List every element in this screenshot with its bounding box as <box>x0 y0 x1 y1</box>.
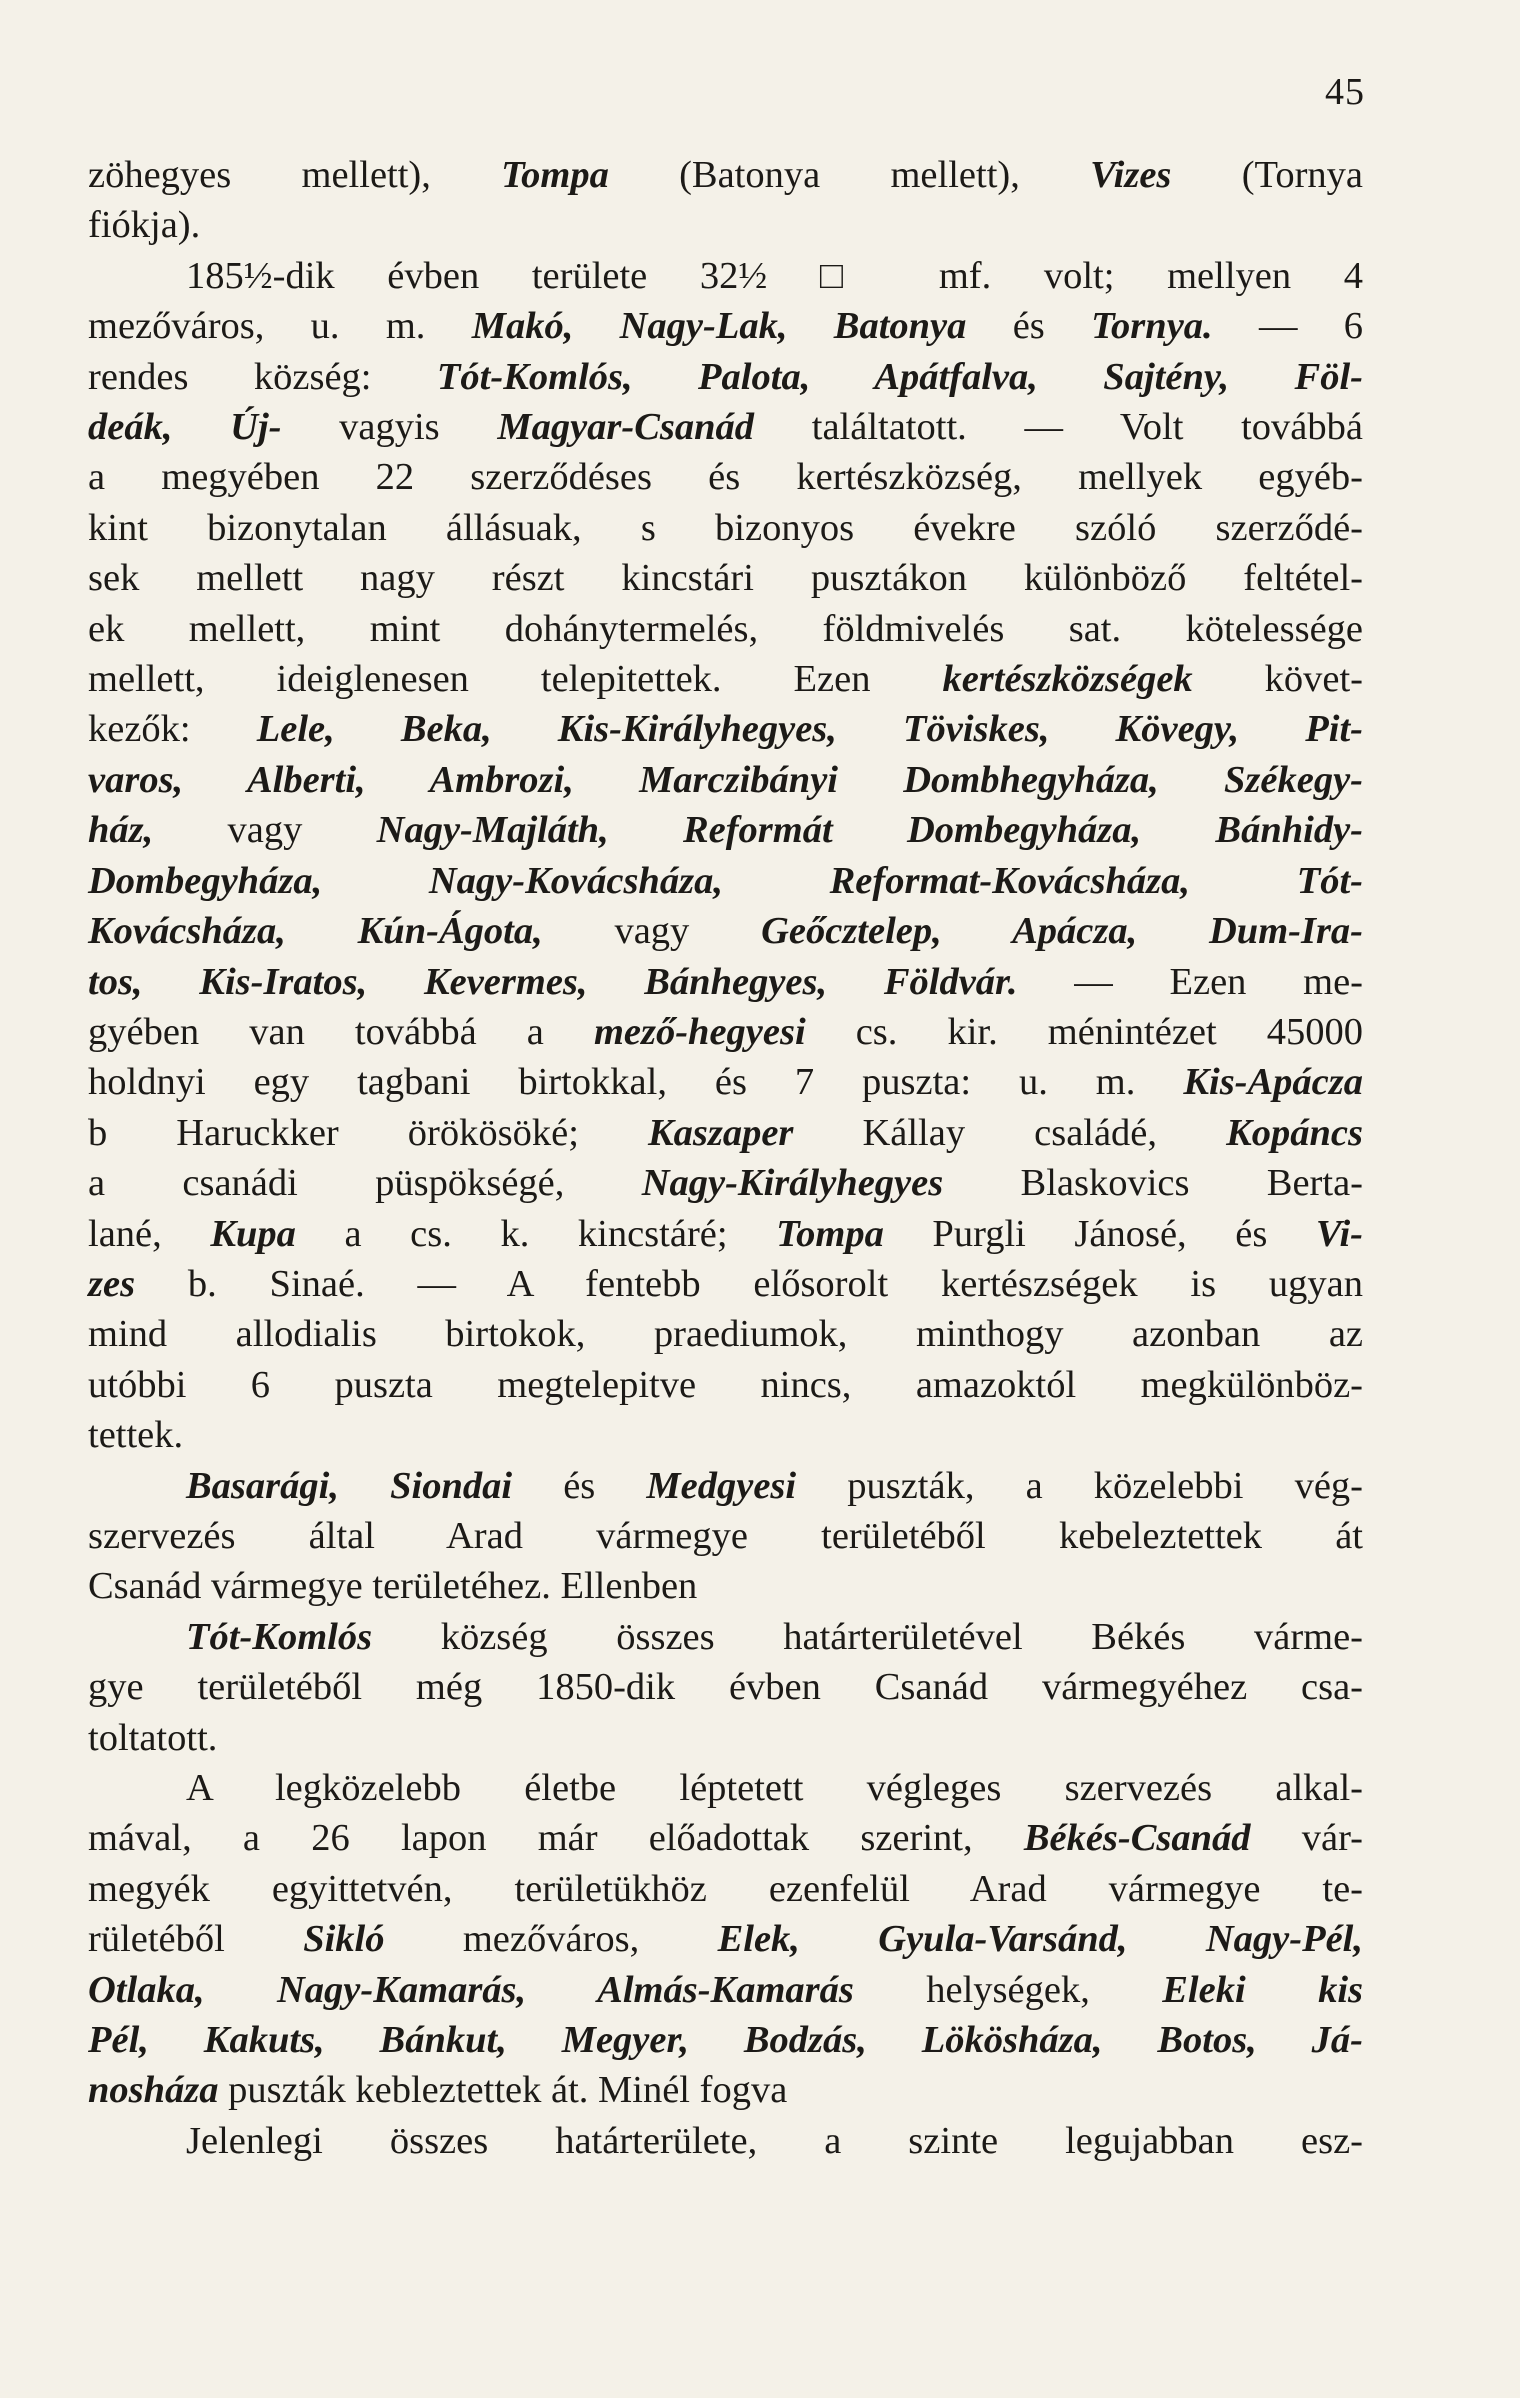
text-line: sek mellett nagy részt kincstári pusztákon különböző feltétel- <box>88 557 1363 600</box>
text-line: fiókja). <box>88 204 201 247</box>
text-line: nosháza puszták kebleztettek át. Minél fogva <box>88 2069 788 2112</box>
text-line: holdnyi egy tagbani birtokkal, és 7 puszta: u. m. Kis-Apácza <box>88 1061 1363 1104</box>
text-line: mával, a 26 lapon már előadottak szerint, Békés-Csanád vár- <box>88 1817 1363 1860</box>
text-line: mezőváros, u. m. Makó, Nagy-Lak, Batonya és Tornya. — 6 <box>88 305 1364 348</box>
body-text <box>88 150 1363 2166</box>
text-line: mellett, ideiglenesen telepitettek. Ezen kertészközségek követ- <box>88 658 1363 701</box>
text-line: lané, Kupa a cs. k. kincstáré; Tompa Purgli Jánosé, és Vi- <box>88 1212 1363 1255</box>
text-line: A legközelebb életbe léptetett végleges szervezés alkal- <box>186 1767 1363 1809</box>
text-line: a megyében 22 szerződéses és kertészközség, mellyek egyéb- <box>88 456 1363 499</box>
text-line: rületéből Sikló mezőváros, Elek, Gyula-Varsánd, Nagy-Pél, <box>88 1918 1364 1961</box>
text-line: a csanádi püspökségé, Nagy-Királyhegyes Blaskovics Berta- <box>88 1162 1363 1205</box>
text-line: Basarági, Siondai és Medgyesi puszták, a közelebbi vég- <box>186 1464 1363 1507</box>
page-number: 45 <box>1325 71 1365 113</box>
text-line: gyében van továbbá a mező-hegyesi cs. kir. ménintézet 45000 <box>88 1010 1363 1053</box>
text-line: Kovácsháza, Kún-Ágota, vagy Geőcztelep, Apácza, Dum-Ira- <box>88 910 1364 953</box>
text-line: zes b. Sinaé. — A fentebb elősorolt kertészségek is ugyan <box>88 1262 1363 1305</box>
text-line: deák, Új- vagyis Magyar-Csanád találtatott. — Volt továbbá <box>88 406 1363 449</box>
text-line: megyék egyittetvén, területükhöz ezenfelül Arad vármegye te- <box>88 1867 1363 1910</box>
text-line: 185½-dik évben területe 32½ □ mf. volt; mellyen 4 <box>186 254 1363 297</box>
text-line: tettek. <box>88 1414 184 1457</box>
text-line: kint bizonytalan állásuak, s bizonyos évekre szóló szerződé- <box>88 506 1363 549</box>
text-line: varos, Alberti, Ambrozi, Marczibányi Dombhegyháza, Székegy- <box>88 758 1363 801</box>
text-line: zöhegyes mellett), Tompa (Batonya mellett), Vizes (Tornya <box>88 154 1363 196</box>
text-line: tos, Kis-Iratos, Kevermes, Bánhegyes, Földvár. — Ezen me- <box>88 960 1363 1003</box>
text-line: gye területéből még 1850-dik évben Csanád vármegyéhez csa- <box>88 1666 1363 1709</box>
text-line: Jelenlegi összes határterülete, a szinte legujabban esz- <box>186 2119 1363 2162</box>
text-line: Tót-Komlós község összes határterületével Békés várme- <box>186 1615 1363 1658</box>
text-line: szervezés által Arad vármegye területéből kebeleztettek át <box>88 1514 1363 1557</box>
text-line: Otlaka, Nagy-Kamarás, Almás-Kamarás helységek, Eleki kis <box>88 1968 1363 2011</box>
text-line: ek mellett, mint dohánytermelés, földmivelés sat. kötelessége <box>88 607 1363 650</box>
text-line: Dombegyháza, Nagy-Kovácsháza, Reformat-Kovácsháza, Tót- <box>88 859 1363 902</box>
text-line: b Haruckker örökösöké; Kaszaper Kállay családé, Kopáncs <box>88 1111 1363 1154</box>
text-line: utóbbi 6 puszta megtelepitve nincs, amazoktól megkülönböz- <box>88 1363 1363 1406</box>
text-line: Csanád vármegye területéhez. Ellenben <box>88 1565 698 1608</box>
text-line: Pél, Kakuts, Bánkut, Megyer, Bodzás, Lökösháza, Botos, Já- <box>88 2019 1363 2062</box>
text-line: kezők: Lele, Beka, Kis-Királyhegyes, Töviskes, Kövegy, Pit- <box>88 708 1364 751</box>
text-line: ház, vagy Nagy-Majláth, Reformát Dombegyháza, Bánhidy- <box>88 809 1363 852</box>
text-line: rendes község: Tót-Komlós, Palota, Apátfalva, Sajtény, Föl- <box>88 355 1363 398</box>
text-line: toltatott. <box>88 1716 218 1759</box>
text-line: mind allodialis birtokok, praediumok, minthogy azonban az <box>88 1313 1363 1356</box>
